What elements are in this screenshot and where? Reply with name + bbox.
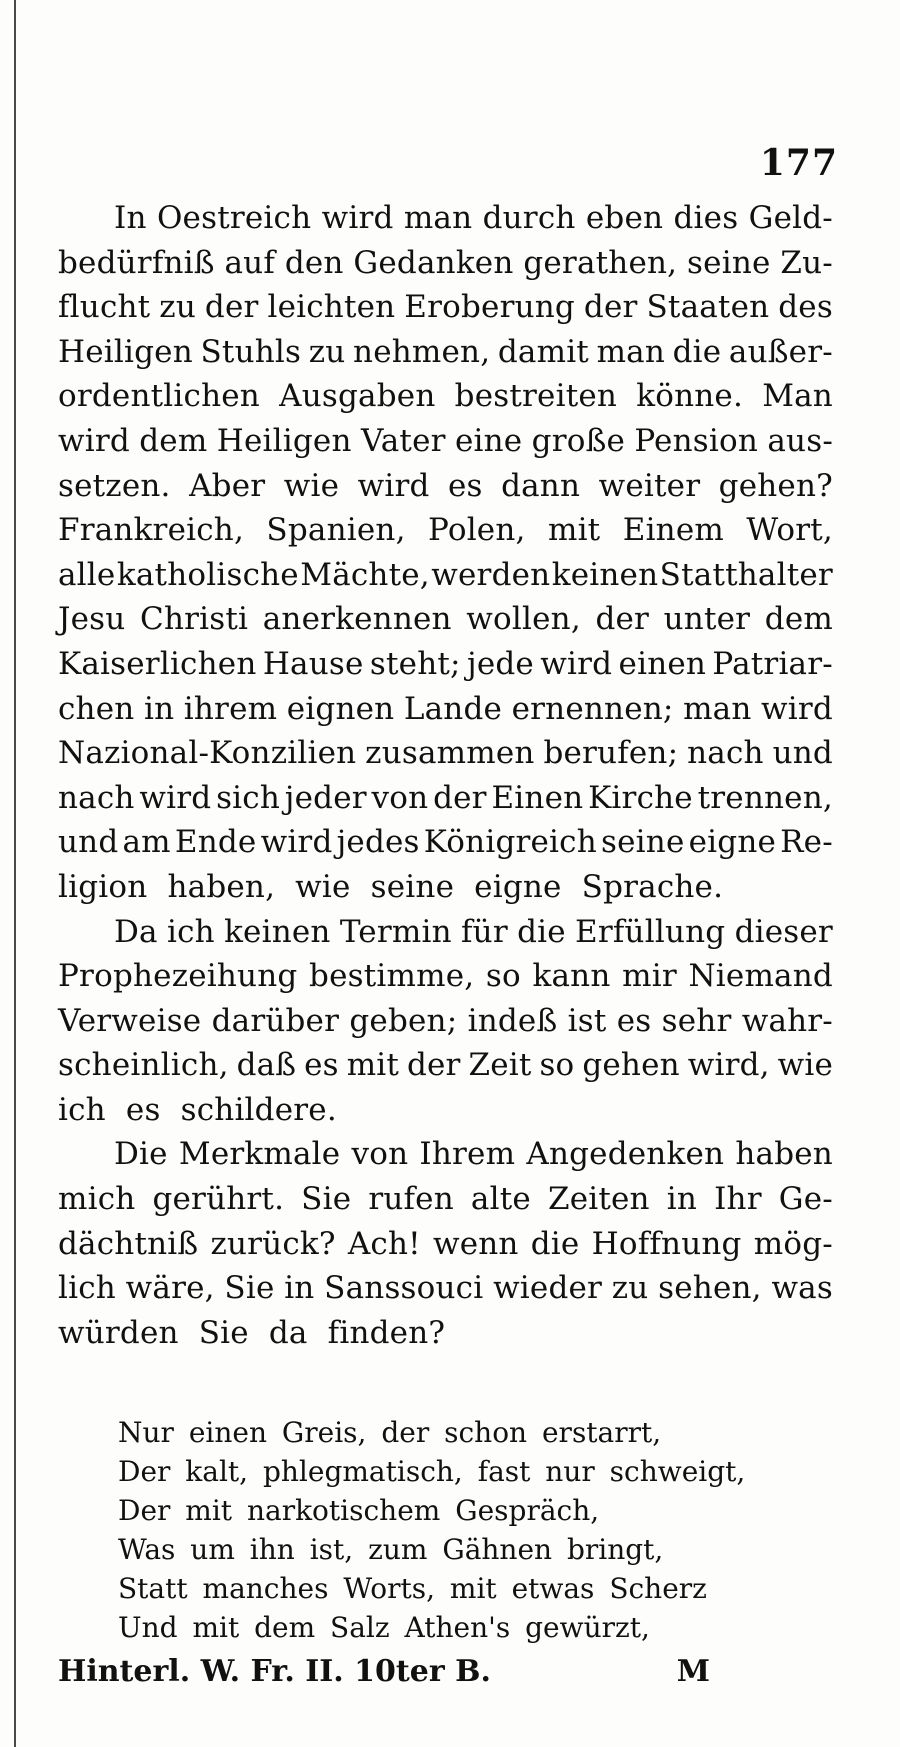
- word: wäre,: [125, 1270, 215, 1307]
- text-line: [58, 330, 833, 375]
- word: und: [772, 735, 833, 772]
- word: zusammen: [365, 735, 535, 772]
- word: trennen,: [697, 779, 833, 816]
- word: Hoffnung: [591, 1225, 742, 1262]
- word: wollen,: [466, 601, 581, 638]
- text-line: [58, 419, 833, 464]
- word: durch: [482, 200, 576, 236]
- word: der: [433, 779, 487, 816]
- text-line: würden Sie da finden?: [58, 1314, 446, 1351]
- word: aus-: [767, 422, 833, 459]
- word: so: [485, 958, 521, 995]
- word: es: [616, 1002, 652, 1039]
- word: alle: [58, 556, 116, 593]
- body-text: [58, 196, 833, 1355]
- word: Zeiten: [547, 1181, 650, 1218]
- word: nehmen,: [353, 333, 491, 370]
- word: Königreich: [423, 824, 597, 861]
- word: in: [143, 690, 175, 727]
- text-line: [58, 820, 833, 865]
- word: ist: [567, 1002, 607, 1039]
- text-line: [58, 1222, 833, 1267]
- word: man: [683, 690, 752, 727]
- verse-line: Was um ihn ist, zum Gähnen bringt,: [118, 1533, 664, 1566]
- text-line: [58, 1266, 833, 1311]
- word: Man: [762, 378, 833, 415]
- verse-line: Der kalt, phlegmatisch, fast nur schweigt,: [118, 1455, 746, 1488]
- word: in: [284, 1270, 315, 1307]
- word: Pension: [634, 422, 759, 459]
- word: Aber: [189, 467, 266, 504]
- word: Termin: [339, 913, 452, 950]
- word: man: [403, 200, 473, 236]
- word: gerathen,: [523, 244, 678, 281]
- word: die: [530, 1225, 580, 1262]
- word: wird: [321, 200, 394, 236]
- word: Oestreich: [156, 200, 312, 236]
- word: nach: [58, 779, 135, 816]
- word: gehen?: [718, 467, 833, 504]
- word: Patriar-: [712, 645, 833, 682]
- text-line: [58, 464, 833, 509]
- text-line: [58, 1132, 833, 1177]
- page-footer: [58, 1654, 830, 1689]
- word: steht;: [369, 645, 461, 682]
- word: Ihr: [714, 1181, 762, 1218]
- word: wieder: [493, 1270, 603, 1307]
- text-line: [58, 285, 833, 330]
- word: Prophezeihung: [58, 958, 298, 995]
- word: Hause: [262, 645, 364, 682]
- word: katholische: [116, 556, 299, 593]
- word: keinen: [224, 913, 331, 950]
- text-line: [58, 910, 833, 955]
- word: einen: [618, 645, 707, 682]
- word: wenn: [432, 1225, 519, 1262]
- word: die: [517, 913, 566, 950]
- word: anerkennen: [262, 601, 452, 638]
- word: Verweise: [58, 1002, 202, 1039]
- word: Kirche: [588, 779, 693, 816]
- word: Ge-: [778, 1181, 833, 1218]
- word: ordentlichen: [58, 378, 260, 415]
- word: mög-: [753, 1225, 833, 1262]
- word: könne.: [636, 378, 744, 415]
- word: Stuhls: [200, 333, 302, 370]
- word: Sanssouci: [324, 1270, 484, 1307]
- word: ich: [166, 913, 215, 950]
- word: zu: [308, 333, 346, 370]
- word: berufen;: [543, 735, 679, 772]
- text-line: [58, 553, 833, 598]
- word: auf: [224, 244, 276, 281]
- word: Nazional-Konzilien: [58, 735, 357, 772]
- word: mir: [622, 958, 677, 995]
- text-line: [58, 508, 833, 553]
- word: In: [114, 200, 147, 236]
- word: Gedanken: [353, 244, 514, 281]
- verse-line: Statt manches Worts, mit etwas Scherz: [118, 1572, 707, 1605]
- word: rufen: [368, 1181, 454, 1218]
- word: Staaten: [646, 289, 770, 326]
- word: mit: [346, 1047, 400, 1084]
- word: Ihrem: [419, 1136, 516, 1173]
- word: Ende: [174, 824, 257, 861]
- word: Zeit: [468, 1047, 532, 1084]
- word: der: [406, 1047, 461, 1084]
- word: Vater: [360, 422, 446, 459]
- word: ernennen;: [511, 690, 674, 727]
- word: bestreiten: [454, 378, 618, 415]
- word: und: [58, 824, 119, 861]
- word: daß: [236, 1047, 297, 1084]
- word: Spanien,: [266, 512, 406, 549]
- text-line: ich es schildere.: [58, 1091, 337, 1128]
- word: Kaiserlichen: [58, 645, 257, 682]
- word: am: [122, 824, 171, 861]
- word: dem: [139, 422, 208, 459]
- word: Niemand: [688, 958, 833, 995]
- word: der: [204, 289, 259, 326]
- word: eine: [454, 422, 523, 459]
- word: zu: [159, 289, 196, 326]
- word: Eroberung: [404, 289, 575, 326]
- text-line: [58, 1177, 833, 1222]
- word: zu: [611, 1270, 649, 1307]
- word: gerührt.: [152, 1181, 285, 1218]
- word: Zu-: [780, 244, 833, 281]
- word: jede: [467, 645, 534, 682]
- verse-line: Und mit dem Salz Athen's gewürzt,: [118, 1611, 650, 1644]
- text-line: [58, 731, 833, 776]
- word: es: [447, 467, 483, 504]
- word: von: [351, 1136, 409, 1173]
- word: wird: [761, 690, 833, 727]
- word: wird: [540, 645, 613, 682]
- word: damit: [497, 333, 589, 370]
- word: Einem: [622, 512, 724, 549]
- word: wird: [357, 467, 430, 504]
- word: des: [778, 289, 833, 326]
- word: Polen,: [428, 512, 526, 549]
- word: bestimme,: [309, 958, 475, 995]
- word: Statthalter: [659, 556, 833, 593]
- word: geben;: [349, 1002, 458, 1039]
- word: nach: [687, 735, 764, 772]
- text-line: [58, 241, 833, 286]
- word: so: [539, 1047, 575, 1084]
- word: dem: [764, 601, 833, 638]
- word: Heiligen: [216, 422, 352, 459]
- word: Die: [114, 1136, 168, 1173]
- word: eignen: [286, 690, 395, 727]
- page-number: 177: [759, 142, 838, 184]
- word: dies: [673, 200, 739, 236]
- word: große: [531, 422, 626, 459]
- word: es: [304, 1047, 339, 1084]
- word: wie: [777, 1047, 833, 1084]
- word: dann: [501, 467, 581, 504]
- word: werden: [431, 556, 551, 593]
- word: Frankreich,: [58, 512, 245, 549]
- word: Sie: [301, 1181, 352, 1218]
- word: darüber: [211, 1002, 340, 1039]
- word: Ausgaben: [279, 378, 436, 415]
- word: wahr-: [741, 1002, 833, 1039]
- word: zurück?: [210, 1225, 336, 1262]
- text-line: [58, 1043, 833, 1088]
- page-edge-line: [14, 0, 16, 1747]
- word: eben: [585, 200, 664, 236]
- word: Heiligen: [58, 333, 193, 370]
- word: setzen.: [58, 467, 171, 504]
- word: chen: [58, 690, 135, 727]
- word: keinen: [551, 556, 659, 593]
- word: Ach!: [347, 1225, 421, 1262]
- word: Re-: [780, 824, 833, 861]
- word: wird,: [687, 1047, 770, 1084]
- word: Merkmale: [178, 1136, 341, 1173]
- word: außer-: [728, 333, 833, 370]
- word: gehen: [582, 1047, 680, 1084]
- text-line: [58, 776, 833, 821]
- word: Jesu: [58, 601, 126, 638]
- word: die: [672, 333, 722, 370]
- word: haben: [735, 1136, 833, 1173]
- word: mich: [58, 1181, 136, 1218]
- text-line: [58, 196, 833, 241]
- word: Christi: [140, 601, 249, 638]
- word: bedürfniß: [58, 244, 215, 281]
- word: was: [771, 1270, 833, 1307]
- word: leichten: [267, 289, 396, 326]
- verse-block: [118, 1413, 798, 1647]
- word: mit: [547, 512, 601, 549]
- verse-line: Nur einen Greis, der schon erstarrt,: [118, 1416, 662, 1449]
- word: alte: [470, 1181, 531, 1218]
- text-line: [58, 687, 833, 732]
- verse-line: Der mit narkotischem Gespräch,: [118, 1494, 600, 1527]
- word: unter: [663, 601, 751, 638]
- word: Da: [114, 913, 158, 950]
- word: dieser: [734, 913, 833, 950]
- word: Wort,: [746, 512, 833, 549]
- word: indeß: [467, 1002, 558, 1039]
- word: Einen: [491, 779, 584, 816]
- text-line: [58, 999, 833, 1044]
- word: in: [666, 1181, 698, 1218]
- word: sehen,: [658, 1270, 762, 1307]
- word: Erfüllung: [575, 913, 726, 950]
- word: ihrem: [183, 690, 278, 727]
- word: eigne: [688, 824, 777, 861]
- word: kann: [532, 958, 611, 995]
- word: von: [371, 779, 429, 816]
- word: sich: [216, 779, 281, 816]
- text-line: [58, 374, 833, 419]
- word: der: [595, 601, 650, 638]
- word: der: [583, 289, 638, 326]
- text-line: [58, 642, 833, 687]
- word: den: [284, 244, 344, 281]
- word: jeder: [284, 779, 367, 816]
- footer-signature-mark: Hinterl. W. Fr. II. 10ter B.: [58, 1654, 491, 1689]
- word: weiter: [598, 467, 701, 504]
- word: sehr: [661, 1002, 732, 1039]
- word: seine: [601, 824, 685, 861]
- text-line: [58, 954, 833, 999]
- word: wird: [139, 779, 212, 816]
- word: scheinlich,: [58, 1047, 229, 1084]
- word: flucht: [58, 289, 151, 326]
- word: jedes: [336, 824, 420, 861]
- word: Sie: [224, 1270, 275, 1307]
- word: wird: [260, 824, 333, 861]
- text-line: ligion haben, wie seine eigne Sprache.: [58, 868, 724, 905]
- word: für: [460, 913, 508, 950]
- word: wie: [283, 467, 340, 504]
- text-line: [58, 597, 833, 642]
- word: wird: [58, 422, 130, 459]
- word: Mächte,: [300, 556, 430, 593]
- word: lich: [58, 1270, 116, 1307]
- word: seine: [687, 244, 771, 281]
- word: Lande: [403, 690, 503, 727]
- word: dächtniß: [58, 1225, 199, 1262]
- word: Geld-: [748, 200, 833, 236]
- footer-sheet-signature: M: [676, 1654, 710, 1689]
- word: man: [596, 333, 666, 370]
- word: Angedenken: [526, 1136, 725, 1173]
